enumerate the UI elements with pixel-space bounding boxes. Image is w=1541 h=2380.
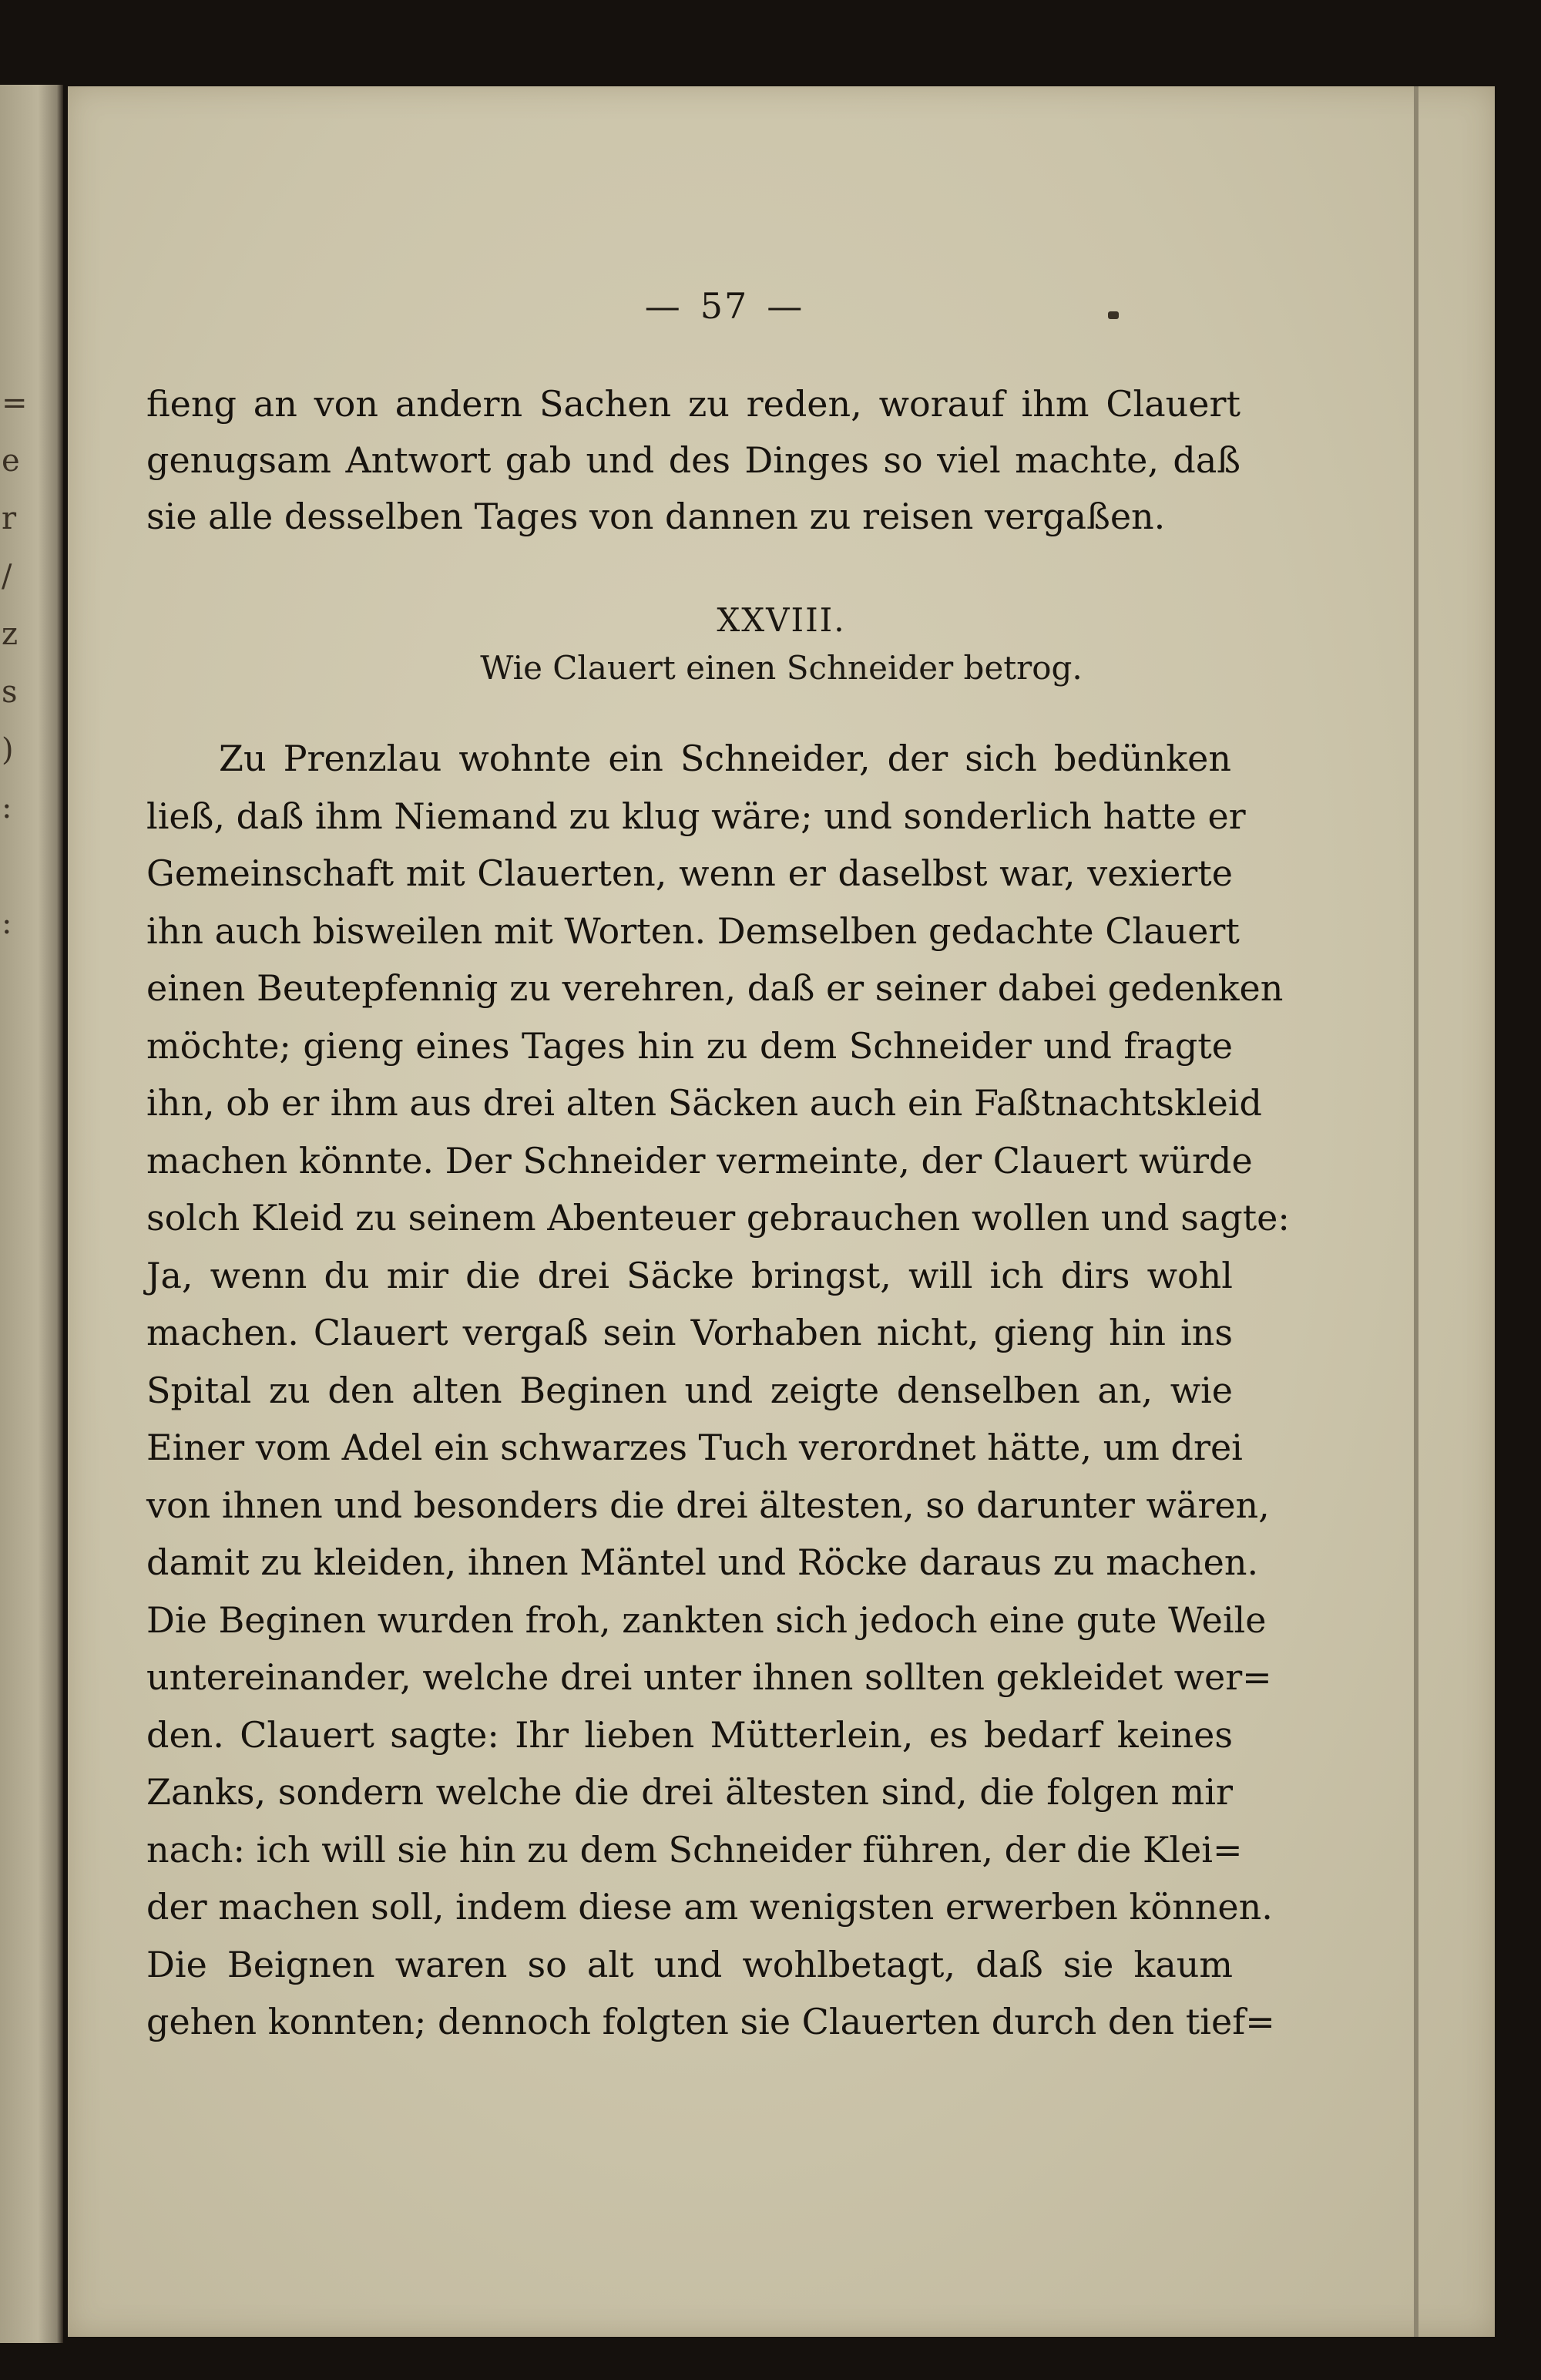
text-line: machen könnte. Der Schneider vermeinte, der Clauert würde [146, 1140, 1253, 1182]
text-line: Zu Prenzlau wohnte ein Schneider, der sich bedünken [219, 738, 1231, 779]
section-title: Wie Clauert einen Schneider betrog. [480, 649, 1083, 687]
text-line: fieng an von andern Sachen zu reden, worauf ihm Clauert [146, 383, 1241, 425]
left-page-fragment: / [2, 559, 12, 594]
left-page-fragment: z [2, 617, 18, 652]
left-page-fragment: s [2, 674, 18, 710]
text-line: ließ, daß ihm Niemand zu klug wäre; und sonderlich hatte er [146, 795, 1246, 837]
text-line: einen Beutepfennig zu verehren, daß er seiner dabei gedenken [146, 967, 1284, 1009]
text-line: der machen soll, indem diese am wenigsten erwerben können. [146, 1886, 1273, 1928]
book-page [68, 86, 1495, 2337]
text-line: den. Clauert sagte: Ihr lieben Mütterlein, es bedarf keines [146, 1714, 1233, 1756]
text-line: genugsam Antwort gab und des Dinges so viel machte, daß [146, 439, 1241, 481]
left-page-fragment: e [2, 443, 20, 479]
text-line: gehen konnten; dennoch folgten sie Clauerten durch den tief= [146, 2001, 1275, 2042]
left-page-fragment: : [2, 790, 12, 825]
left-page-fragment: = [2, 385, 28, 421]
text-line: ihn auch bisweilen mit Worten. Demselben gedachte Clauert [146, 910, 1240, 952]
section-number: XXVIII. [717, 601, 846, 639]
text-line: machen. Clauert vergaß sein Vorhaben nicht, gieng hin ins [146, 1312, 1233, 1353]
text-line: Zanks, sondern welche die drei ältesten sind, die folgen mir [146, 1771, 1233, 1813]
ink-speck [1108, 311, 1119, 319]
left-page-edge [0, 85, 63, 2343]
text-line: Die Beignen waren so alt und wohlbetagt, daß sie kaum [146, 1944, 1233, 1985]
text-line: möchte; gieng eines Tages hin zu dem Schneider und fragte [146, 1025, 1233, 1067]
text-line: Ja, wenn du mir die drei Säcke bringst, will ich dirs wohl [146, 1255, 1233, 1296]
text-line: Spital zu den alten Beginen und zeigte denselben an, wie [146, 1370, 1233, 1411]
text-line: ihn, ob er ihm aus drei alten Säcken auch ein Faßtnachtskleid [146, 1082, 1262, 1124]
page-header [562, 285, 886, 327]
text-line: Gemeinschaft mit Clauerten, wenn er daselbst war, vexierte [146, 852, 1233, 894]
left-page-fragment: : [2, 906, 12, 941]
text-line: damit zu kleiden, ihnen Mäntel und Röcke daraus zu machen. [146, 1541, 1259, 1583]
text-line: Einer vom Adel ein schwarzes Tuch verordnet hätte, um drei [146, 1427, 1243, 1468]
text-line: solch Kleid zu seinem Abenteuer gebrauchen wollen und sagte: [146, 1197, 1290, 1239]
text-line: von ihnen und besonders die drei ältesten, so darunter wären, [146, 1484, 1270, 1526]
page-number: 57 [700, 285, 749, 327]
header-dash-right: — [767, 285, 804, 327]
text-line: Die Beginen wurden froh, zankten sich jedoch eine gute Weile [146, 1599, 1267, 1641]
left-page-fragment: r [2, 501, 17, 536]
page-edge-rule [1414, 86, 1418, 2337]
left-page-fragment: ) [2, 732, 14, 768]
text-line: nach: ich will sie hin zu dem Schneider führen, der die Klei= [146, 1829, 1243, 1871]
text-line: untereinander, welche drei unter ihnen sollten gekleidet wer= [146, 1656, 1272, 1698]
text-line: sie alle desselben Tages von dannen zu reisen vergaßen. [146, 496, 1166, 537]
header-dash-left: — [644, 285, 682, 327]
